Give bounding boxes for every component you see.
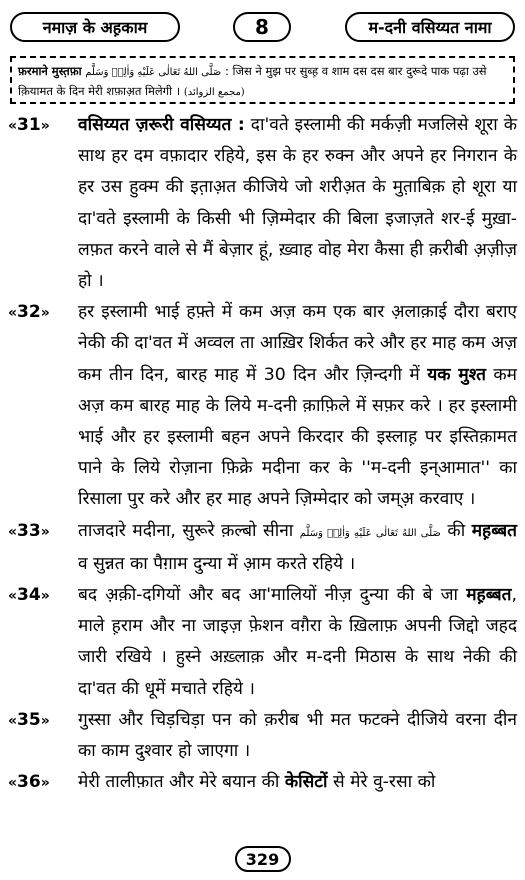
paragraph-text: बद अ़क़ी-दगियों और बद आ'मालियों नीज़ दुन्या की बे जा मह़ब्बत, माले ह़राम और ना जाइज़ फ़ेशन वग़ैरा के ख़िलाफ़ अपनी जिद्दो जहद जारी रखिये । हुस्ने अख़्लाक़ और म-दनी मिठास के साथ नेकी की दा'वत की धूमें मचाते रहिये । [78, 585, 517, 699]
paragraph-text: हर इस्लामी भाई हफ़्ते में कम अज़ कम एक बार अ़लाक़ाई दौरा बराए नेकी की दा'वत में अव्वल ता आख़िर शिर्कत करे और हर माह कम अज़ कम तीन दिन, बारह माह में 30 दिन और ज़िन्दगी में यक मुश्त कम अज़ कम बारह माह के लिये म-दनी क़ाफ़िले में सफ़र करे । हर इस्लामी भाई और हर इस्लामी बहन अपने किरदार की इस्लाह़ पर इस्तिक़ामत पाने के लिये रोज़ाना फ़िक्रे मदीना कर के ''म-दनी इन्आमात'' का रिसाला पुर करे और हर माह अपने ज़िम्मेदार को जम्अ़ करवाए । [78, 302, 517, 510]
paragraph-number: «36» [8, 772, 50, 793]
paragraph-text: मेरी तालीफ़ात और मेरे बयान की केसिटों से मेरे वु-रसा को [78, 772, 436, 793]
paragraph-heading: वसिय्यत ज़रूरी वसिय्यत : [78, 115, 245, 135]
chapter-number: 8 [233, 12, 291, 42]
paragraph-34 [8, 580, 517, 705]
paragraph-text: वसिय्यत ज़रूरी वसिय्यत : दा'वते इस्लामी की मर्कज़ी मजलिसे शूरा के साथ हर दम वफ़ादार रहिये, इस के हर रुक्न और अपने हर निगरान के हर उस हुक्म की इत़ाअ़त कीजिये जो शरीअ़त के मुत़ाबिक़ हो शूरा या दा'वते इस्लामी के किसी भी ज़िम्मेदार की बिला इजाज़ते शर-ई मुख़ा-लफ़त करने वाले से मैं बेज़ार हूं, ख़्वाह वोह मेरा कैसा ही क़रीबी अ़ज़ीज़ हो । [78, 115, 517, 292]
paragraph-33 [8, 516, 517, 580]
salawat-text: صَلَّى اللهُ تَعَالٰى عَلَيْهِ وَاٰلِهٖ وَسَلَّم [299, 527, 441, 539]
section-title: म-दनी वसिय्यत नामा [345, 12, 515, 42]
paragraph-number: «31» [8, 115, 50, 135]
page-content [8, 110, 517, 834]
paragraph-text: ताजदारे मदीना, सुरूरे क़ल्बो सीना صَلَّى اللهُ تَعَالٰى عَلَيْهِ وَاٰلِهٖ وَسَلَّم की मह़ब्बत व सुन्नत का पैग़ाम दुन्या में आ़म करते रहिये । [78, 520, 517, 574]
notice-text: : जिस ने मुझ पर सुब्ह़ व शाम दस दस बार दुरूदे पाक पढ़ा उसे क़ियामत के दिन मेरी शफ़ाअ़त मिलेगी । [18, 64, 487, 98]
paragraph-32 [8, 297, 517, 515]
notice-label: फ़रमाने मुस्त़फ़ा [18, 64, 82, 78]
page-header [8, 8, 517, 48]
book-title: नमाज़ के अह़काम [10, 12, 180, 42]
paragraph-number: «35» [8, 709, 50, 730]
paragraph-36 [8, 767, 517, 799]
paragraph-number: «33» [8, 520, 50, 541]
salawat-text: صَلَّى اللهُ تَعَالٰى عَلَيْهِ وَاٰلِهٖ وَسَلَّم [85, 67, 222, 78]
paragraph-31 [8, 110, 517, 297]
paragraph-text: गुस्सा और चिड़चिड़ा पन को क़रीब भी मत फटक्ने दीजिये वरना दीन का काम दुश्वार हो जाएगा । [78, 709, 517, 762]
paragraph-number: «32» [8, 302, 50, 323]
paragraph-35 [8, 705, 517, 767]
hadith-notice [10, 56, 515, 104]
page-number: 329 [235, 846, 291, 872]
paragraph-number: «34» [8, 585, 50, 606]
notice-reference: (مجمع الزوائد) [183, 87, 245, 98]
